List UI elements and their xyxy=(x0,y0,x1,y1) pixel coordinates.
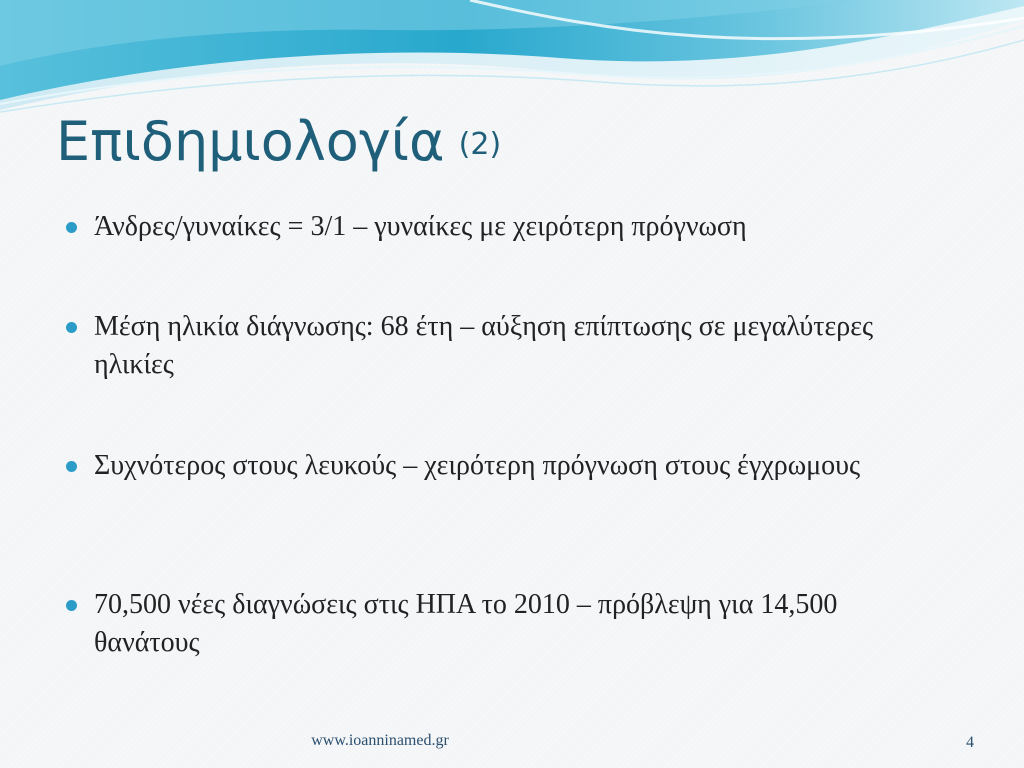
page-number: 4 xyxy=(966,734,974,751)
bullet-dot-icon xyxy=(66,600,77,611)
bullet-dot-icon xyxy=(66,322,77,333)
bullet-item xyxy=(66,308,946,384)
bullet-dot-icon xyxy=(66,222,77,233)
bullet-text: Άνδρες/γυναίκες = 3/1 – γυναίκες με χειρότερη πρόγνωση xyxy=(94,211,747,242)
header-wave-decoration xyxy=(0,0,1024,120)
bullet-item xyxy=(66,447,946,485)
footer-url: www.ioanninamed.gr xyxy=(311,732,449,749)
bullet-dot-icon xyxy=(66,461,77,472)
slide-title-text: Επιδημιολογία xyxy=(56,110,445,173)
bullet-text: 70,500 νέες διαγνώσεις στις ΗΠΑ το 2010 – πρόβλεψη για 14,500 θανάτους xyxy=(94,589,838,658)
slide-title-number: (2) xyxy=(458,127,502,162)
bullet-item xyxy=(66,586,946,662)
slide-title xyxy=(56,104,501,183)
bullet-item xyxy=(66,208,946,246)
bullet-text: Μέση ηλικία διάγνωσης: 68 έτη – αύξηση επίπτωσης σε μεγαλύτερες ηλικίες xyxy=(94,311,874,380)
bullet-text: Συχνότερος στους λευκούς – χειρότερη πρόγνωση στους έγχρωμους xyxy=(94,450,861,481)
